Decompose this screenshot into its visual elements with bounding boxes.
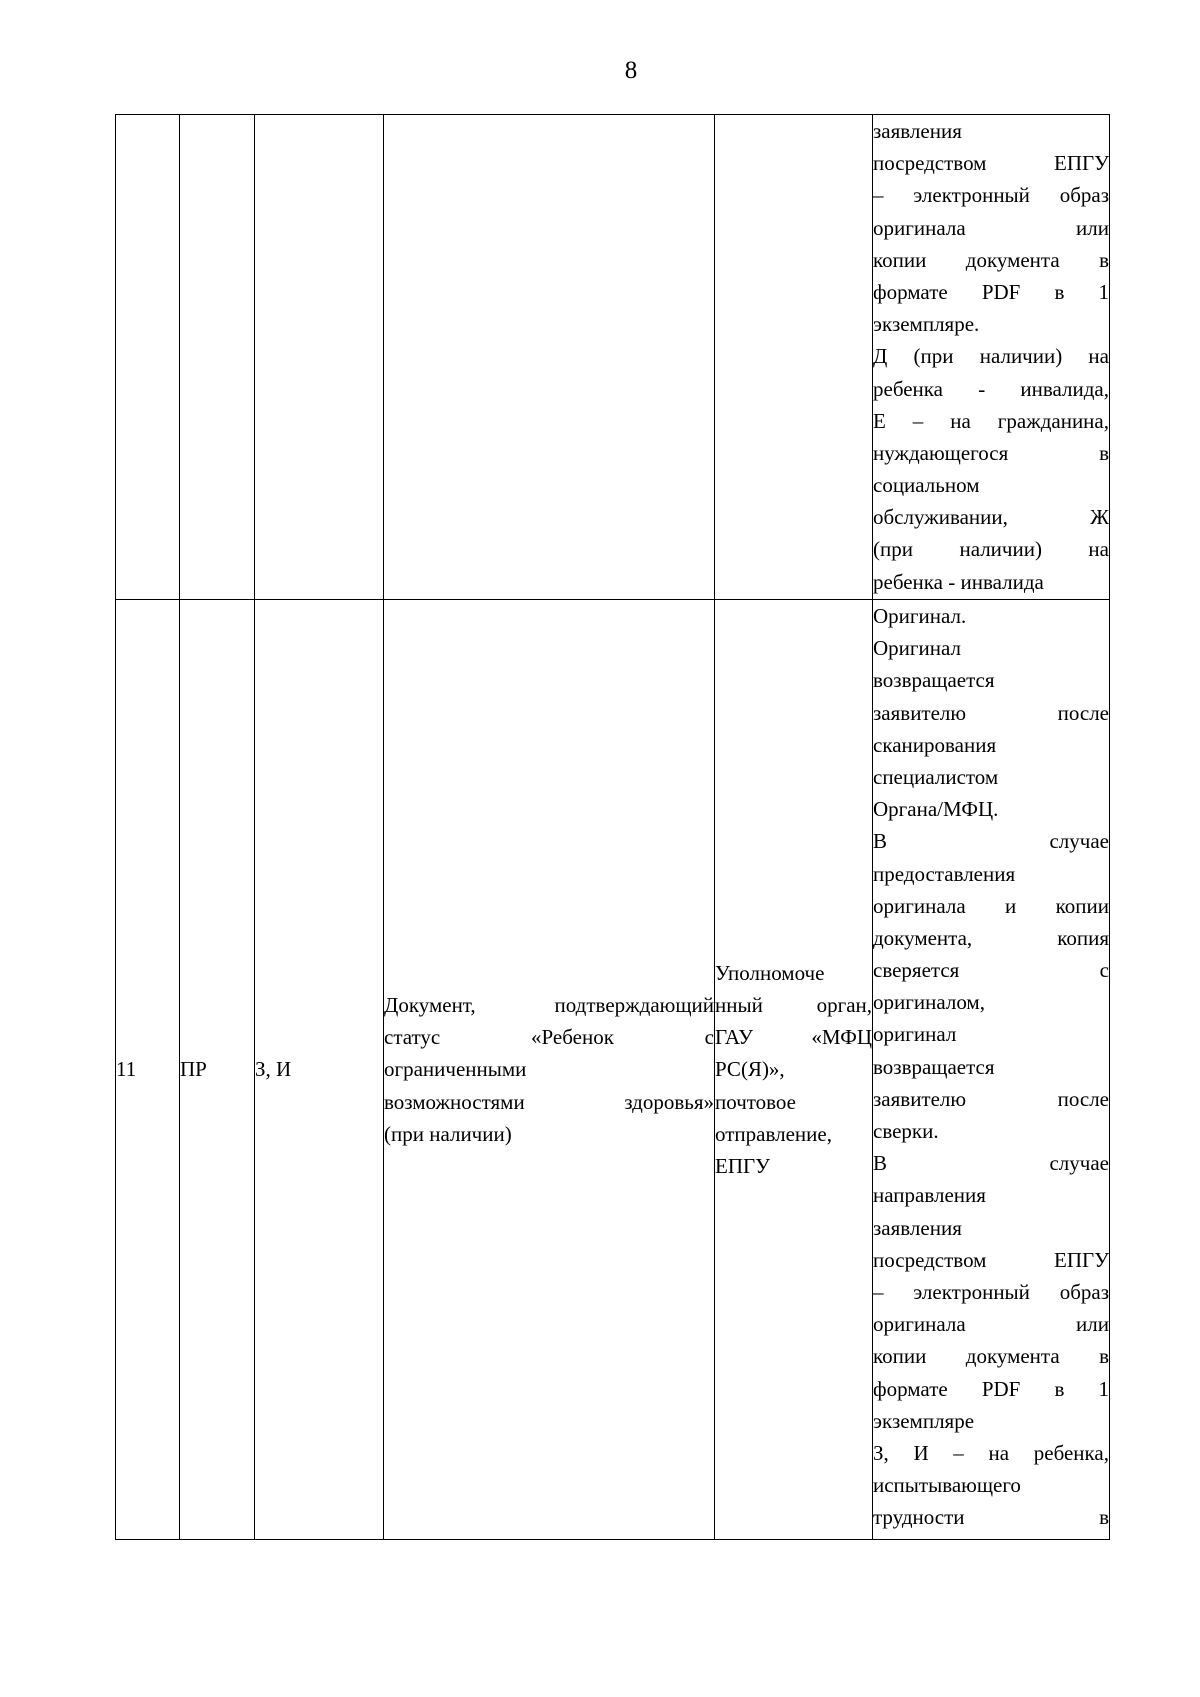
- text-line: экземпляре.: [873, 312, 980, 337]
- text-line: возможностями здоровья»: [384, 1089, 714, 1114]
- text-line: посредством ЕПГУ: [873, 1247, 1109, 1272]
- text-line: копии документа в: [873, 247, 1109, 272]
- text-line: копии документа в: [873, 1344, 1109, 1369]
- row-number-cell: [116, 600, 180, 1540]
- text-line: возвращается: [873, 1054, 995, 1079]
- text-line: Е – на гражданина,: [873, 408, 1109, 433]
- document-name-cell: [384, 600, 715, 1540]
- text-line: 11: [116, 1057, 137, 1082]
- text-line: отправление,: [715, 1121, 832, 1146]
- requirements-cell: [873, 600, 1110, 1540]
- text-line: Оригинал.: [873, 604, 967, 628]
- text-line: сверки.: [873, 1119, 939, 1143]
- text-line: ребенка - инвалида: [873, 569, 1044, 594]
- document-name-cell: [384, 115, 715, 600]
- text-line: документа, копия: [873, 925, 1109, 950]
- text-line: сверяется с: [873, 958, 1109, 983]
- text-line: обслуживании, Ж: [873, 505, 1109, 530]
- text-line: (при наличии) на: [873, 537, 1109, 562]
- table-row: [116, 115, 1110, 600]
- text-line: экземпляре: [873, 1408, 975, 1433]
- text-line: возвращается: [873, 668, 995, 693]
- text-line: оригинала или: [873, 215, 1109, 240]
- text-line: З, И – на ребенка,: [873, 1440, 1109, 1465]
- text-line: (при наличии): [384, 1121, 512, 1146]
- text-line: ограниченными: [384, 1057, 527, 1082]
- text-line: оригинал: [873, 1022, 957, 1047]
- text-line: В случае: [873, 1151, 1109, 1176]
- page-number: 8: [624, 57, 638, 84]
- table-row: [116, 600, 1110, 1540]
- text-line: ПР: [180, 1057, 207, 1082]
- text-line: Документ, подтверждающий: [384, 993, 714, 1018]
- text-line: Оригинал: [873, 636, 961, 661]
- text-line: нуждающегося в: [873, 440, 1109, 465]
- text-line: статус «Ребенок с: [384, 1025, 714, 1050]
- text-line: заявителю после: [873, 1086, 1109, 1111]
- text-line: В случае: [873, 829, 1109, 854]
- text-line: – электронный образ: [873, 183, 1109, 208]
- category-cell: [180, 600, 255, 1540]
- text-line: формате PDF в 1: [873, 1376, 1109, 1401]
- document-table: [115, 114, 1110, 1540]
- text-line: предоставления: [873, 861, 1016, 886]
- text-line: почтовое: [715, 1089, 797, 1114]
- text-line: испытывающего: [873, 1473, 1021, 1498]
- text-line: Органа/МФЦ.: [873, 797, 999, 822]
- text-line: сканирования: [873, 732, 997, 757]
- text-line: оригинала и копии: [873, 893, 1109, 918]
- text-line: посредством ЕПГУ: [873, 151, 1109, 176]
- text-line: заявления: [873, 119, 962, 143]
- applicant-codes-cell: [255, 115, 384, 600]
- submission-method-cell: [715, 115, 873, 600]
- text-line: заявления: [873, 1215, 962, 1240]
- text-line: направления: [873, 1183, 986, 1208]
- text-line: специалистом: [873, 764, 999, 789]
- category-cell: [180, 115, 255, 600]
- text-line: трудности в: [873, 1505, 1109, 1530]
- row-number-cell: [116, 115, 180, 600]
- submission-method-cell: [715, 600, 873, 1540]
- text-line: ЕПГУ: [715, 1153, 771, 1178]
- text-line: оригинала или: [873, 1312, 1109, 1337]
- text-line: ГАУ «МФЦ: [715, 1025, 872, 1050]
- text-line: формате PDF в 1: [873, 279, 1109, 304]
- text-line: – электронный образ: [873, 1279, 1109, 1304]
- text-line: РС(Я)»,: [715, 1057, 785, 1082]
- applicant-codes-cell: [255, 600, 384, 1540]
- text-line: нный орган,: [715, 993, 872, 1018]
- text-line: ребенка - инвалида,: [873, 376, 1109, 401]
- text-line: социальном: [873, 473, 980, 498]
- text-line: оригиналом,: [873, 990, 985, 1015]
- text-line: заявителю после: [873, 700, 1109, 725]
- text-line: Уполномоче: [715, 960, 825, 985]
- requirements-cell: [873, 115, 1110, 600]
- text-line: Д (при наличии) на: [873, 344, 1109, 369]
- text-line: З, И: [255, 1057, 292, 1082]
